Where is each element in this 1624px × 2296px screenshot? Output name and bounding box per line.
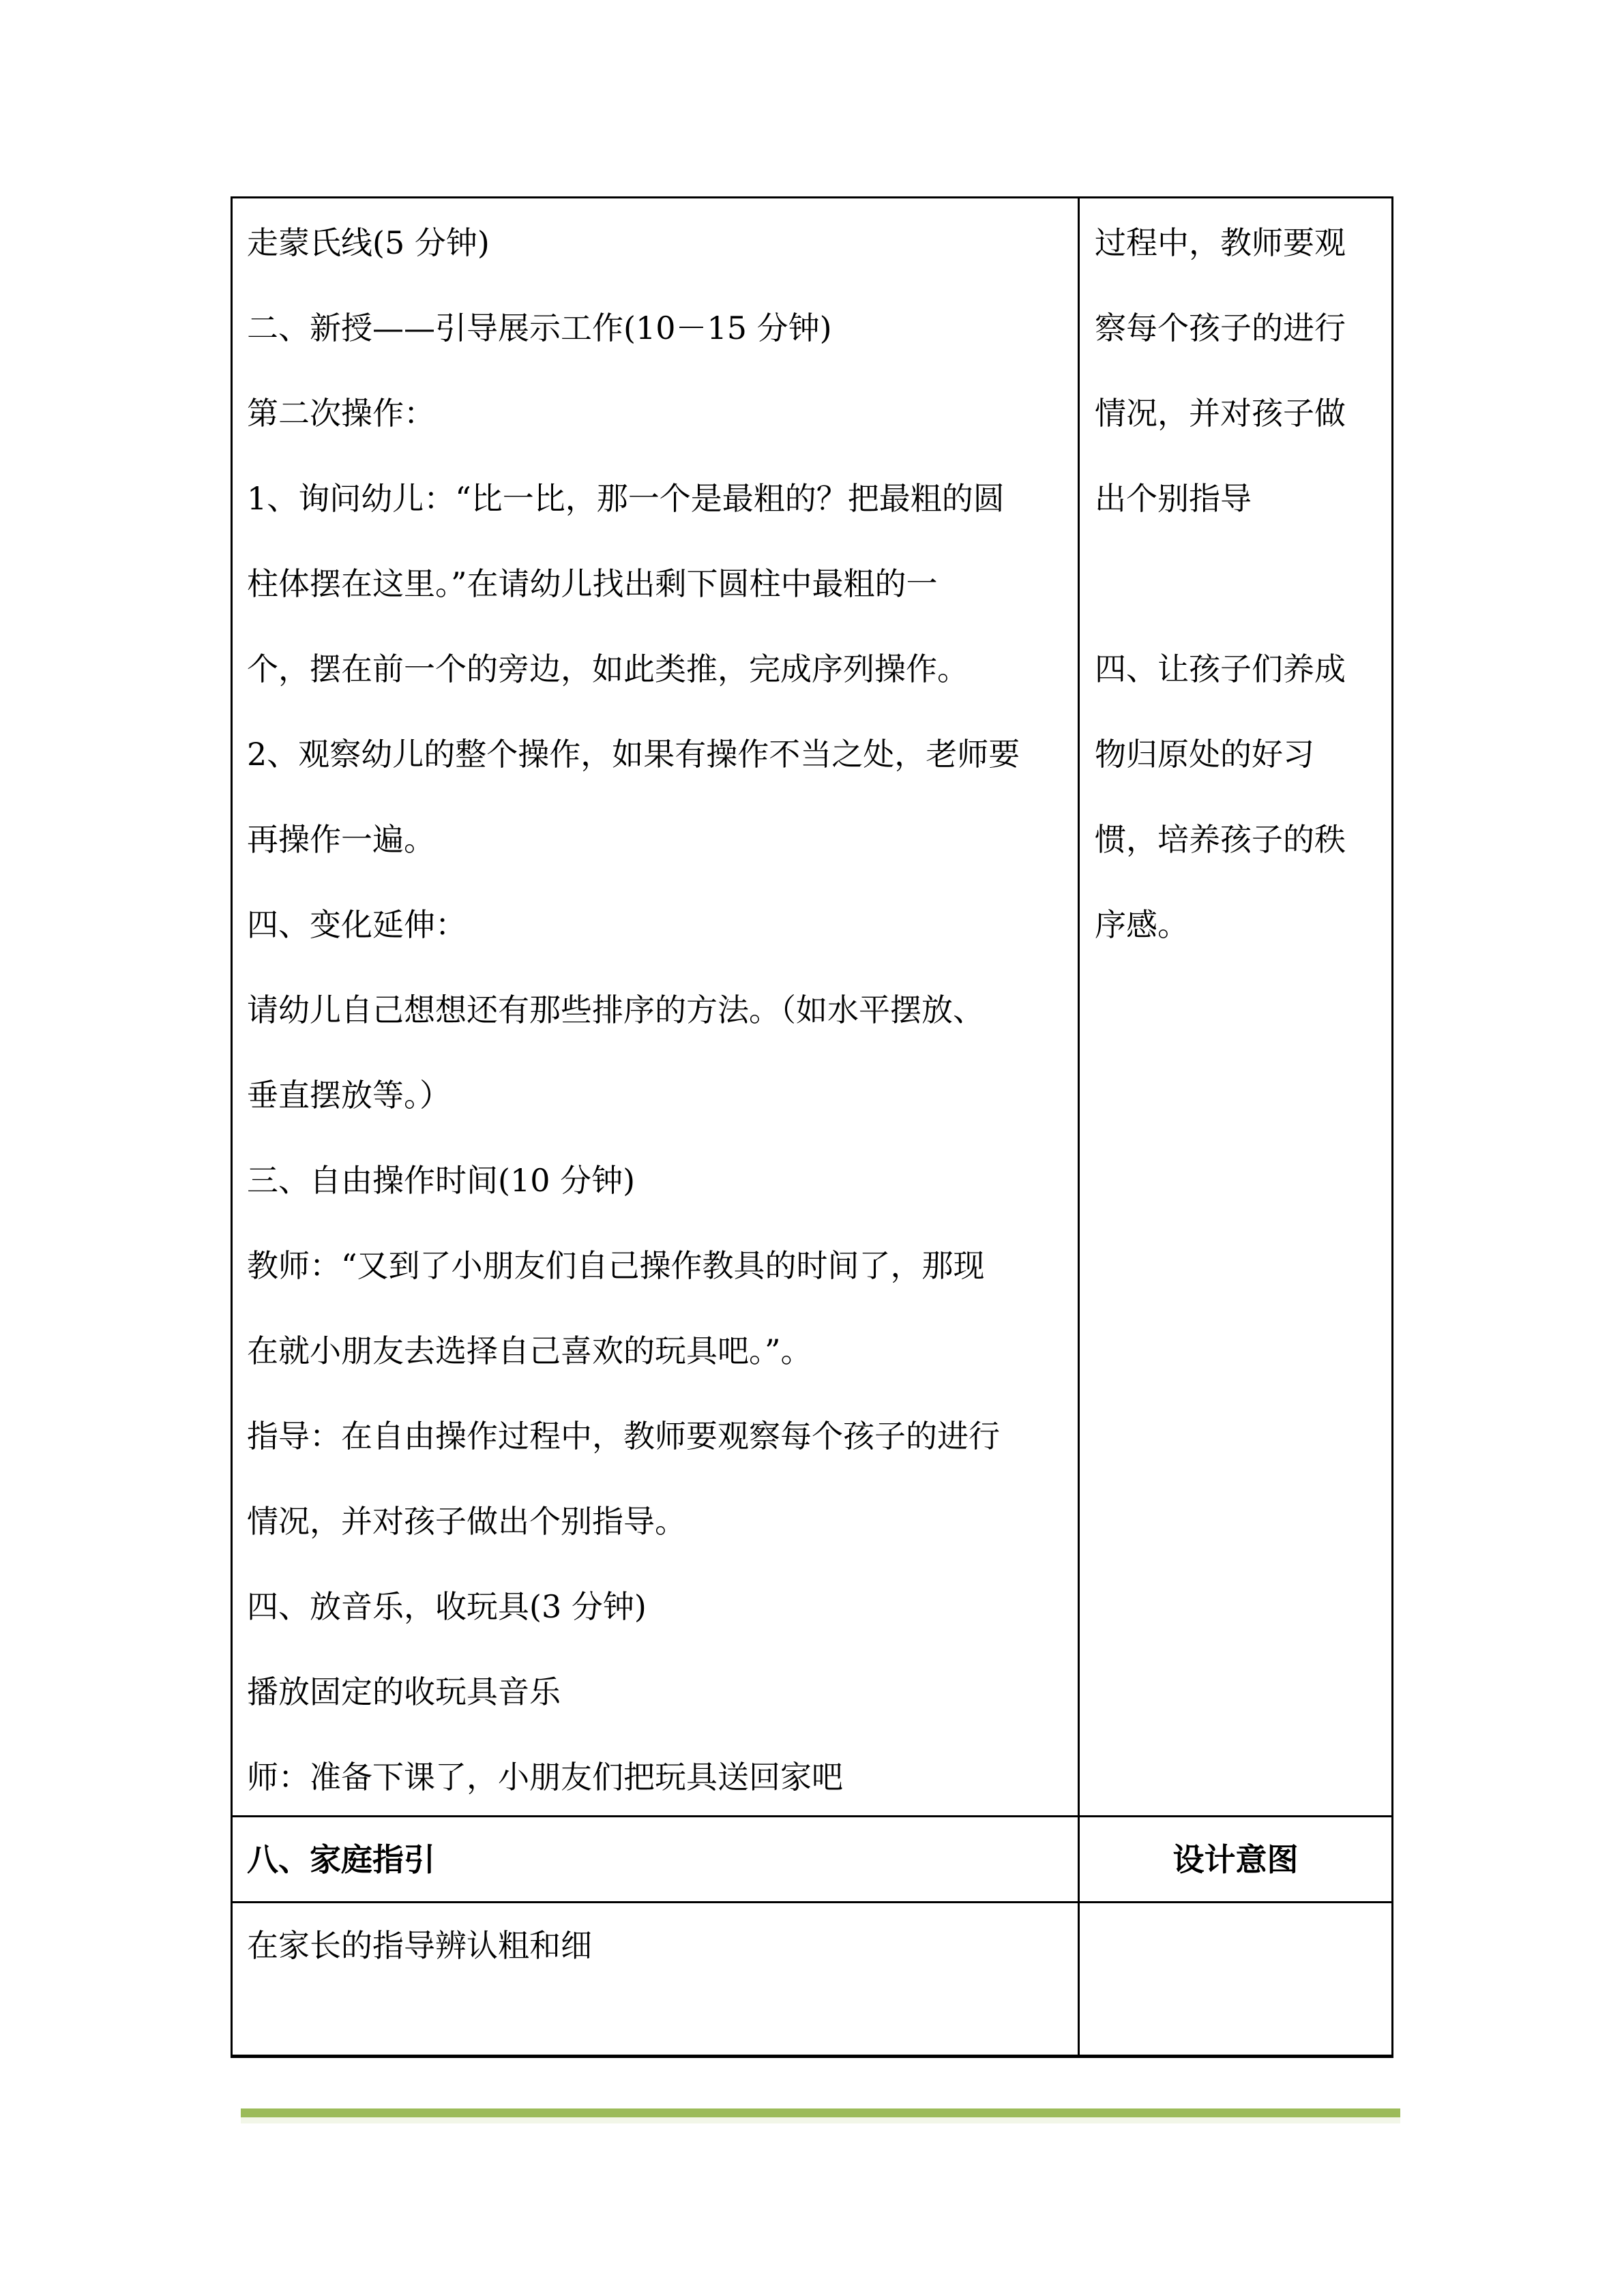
text-line: [1095, 968, 1391, 1053]
text-line: 再操作一遍。: [247, 821, 435, 858]
footer-left-cell: [233, 1817, 1078, 1901]
design-intent-heading: 设计意图: [1172, 1840, 1299, 1878]
home-guidance-text: 在家长的指导辨认粗和细: [247, 1927, 592, 1964]
last-row-right-cell: [1080, 1903, 1391, 2055]
text-line: 垂直摆放等。）: [247, 1077, 451, 1114]
text-line: 2、观察幼儿的整个操作，如果有操作不当之处，老师要: [247, 736, 1020, 773]
text-line: 物归原处的好习: [1095, 736, 1314, 773]
procedure-main-left-cell: [233, 198, 1078, 1815]
footer-right-cell: [1080, 1817, 1391, 1901]
text-line: 播放固定的收玩具音乐: [247, 1673, 561, 1710]
text-line: 四、变化延伸：: [247, 906, 467, 943]
text-line: 序感。: [1095, 906, 1189, 943]
bottom-accent-bar-glow: [241, 2117, 1400, 2123]
text-line: 四、放音乐，收玩具(3 分钟): [247, 1588, 647, 1625]
last-row-left-cell: [233, 1903, 1078, 2055]
text-line: 1、询问幼儿：“比一比，那一个是最粗的？把最粗的圆: [247, 480, 1005, 517]
text-line: 二、新授——引导展示工作(10－15 分钟): [247, 310, 832, 346]
text-line: 四、让孩子们养成: [1095, 651, 1346, 687]
home-guidance-heading: 八、家庭指引: [247, 1840, 435, 1878]
text-line: 过程中，教师要观: [1095, 224, 1346, 261]
text-line: 第二次操作：: [247, 395, 435, 432]
text-line: 请幼儿自己想想还有那些排序的方法。（如水平摆放、: [247, 992, 984, 1028]
text-line: 柱体摆在这里。”在请幼儿找出剩下圆柱中最粗的一: [247, 565, 938, 602]
text-line: 指导：在自由操作过程中，教师要观察每个孩子的进行: [247, 1418, 1000, 1455]
text-line: 三、自由操作时间(10 分钟): [247, 1162, 636, 1199]
text-line: 在就小朋友去选择自己喜欢的玩具吧。”。: [247, 1332, 812, 1369]
column-divider: [1078, 198, 1080, 2055]
text-line: 出个别指导: [1095, 480, 1252, 517]
text-line: 情况，并对孩子做出个别指导。: [247, 1503, 686, 1540]
text-line: 情况，并对孩子做: [1095, 395, 1346, 432]
text-line: 个，摆在前一个的旁边，如此类推，完成序列操作。: [247, 651, 969, 687]
text-line: 师：准备下课了，小朋友们把玩具送回家吧: [247, 1759, 843, 1795]
text-line: 走蒙氏线(5 分钟): [247, 224, 490, 261]
text-line: 惯，培养孩子的秩: [1095, 821, 1346, 858]
text-line: 教师：“又到了小朋友们自己操作教具的时间了，那现: [247, 1247, 985, 1284]
text-line: [1095, 541, 1391, 627]
design-intent-main-right-cell: [1080, 198, 1391, 1815]
bottom-accent-bar: [241, 2108, 1400, 2117]
lesson-plan-table: [231, 196, 1393, 2058]
text-line: 察每个孩子的进行: [1095, 310, 1346, 346]
